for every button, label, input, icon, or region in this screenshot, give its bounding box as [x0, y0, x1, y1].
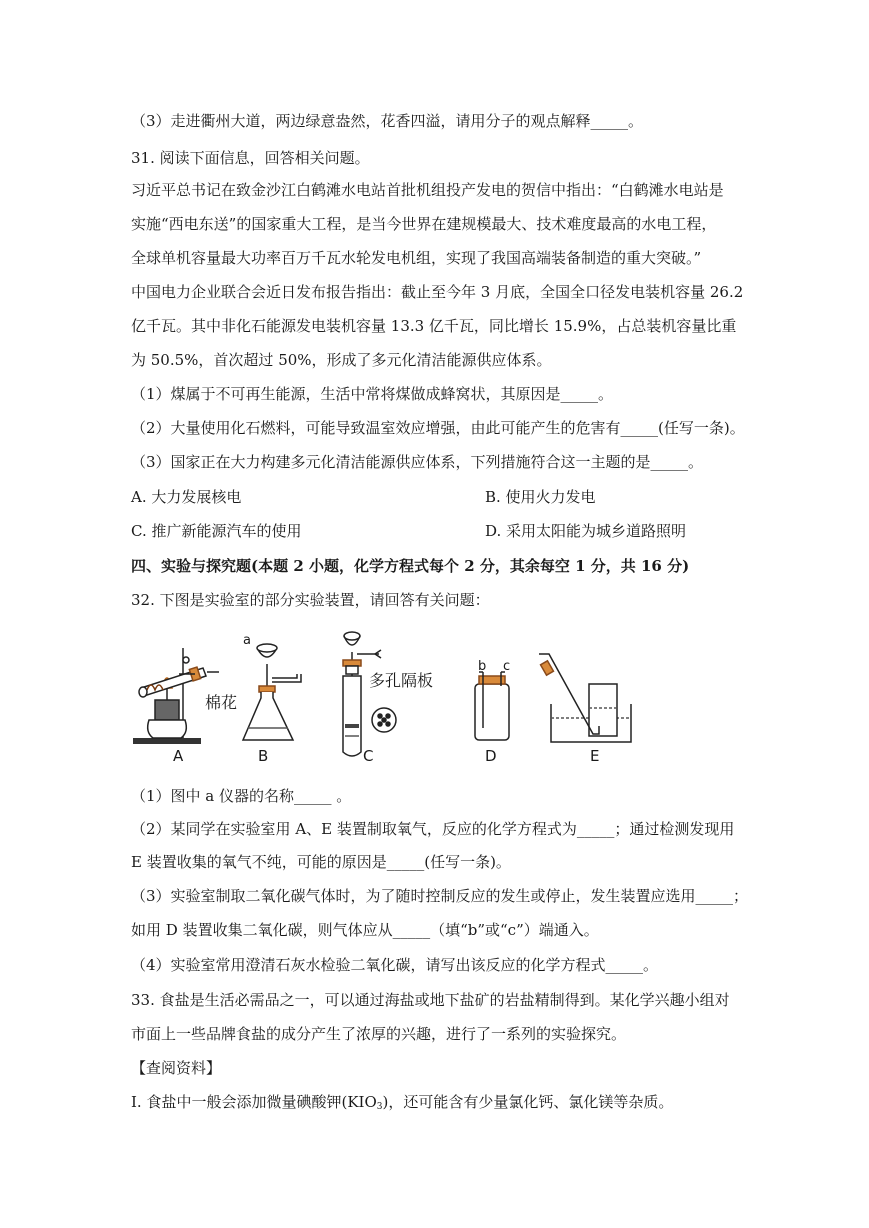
q31-para1-line2: 实施“西电东送”的国家重大工程，是当今世界在建规模最大、技术难度最高的水电工程， — [131, 215, 717, 233]
caption-c: C — [363, 747, 374, 765]
q32-part2-line2: E 装置收集的氧气不纯，可能的原因是_____(任写一条)。 — [131, 853, 511, 871]
q33-line1: 33. 食盐是生活必需品之一，可以通过海盐或地下盐矿的岩盐精制得到。某化学兴趣小组对 — [131, 991, 730, 1009]
q33-reference-1 — [131, 1092, 673, 1117]
q31-option-b: B. 使用火力发电 — [485, 488, 596, 506]
q32-part3-line2: 如用 D 装置收集二氧化碳，则气体应从_____（填“b”或“c”）端通入。 — [131, 921, 599, 939]
q31-para1-line1: 习近平总书记在致金沙江白鹤滩水电站首批机组投产发电的贺信中指出：“白鹤滩水电站是 — [131, 181, 724, 199]
q31-option-d: D. 采用太阳能为城乡道路照明 — [485, 522, 687, 540]
q31-option-c: C. 推广新能源汽车的使用 — [131, 522, 302, 540]
q31-part3: （3）国家正在大力构建多元化清洁能源供应体系，下列措施符合这一主题的是_____。 — [131, 453, 704, 471]
label-b: b — [478, 659, 487, 674]
caption-b: B — [258, 747, 269, 765]
q32-title: 32. 下图是实验室的部分实验装置，请回答有关问题： — [131, 591, 490, 609]
lab-apparatus-figure — [131, 628, 641, 768]
q31-part2: （2）大量使用化石燃料，可能导致温室效应增强，由此可能产生的危害有_____(任写一条)。 — [131, 419, 745, 437]
q33-reference-heading: 【查阅资料】 — [131, 1059, 222, 1077]
apparatus-e — [539, 654, 631, 742]
caption-a: A — [173, 747, 184, 765]
q31-para1-line3: 全球单机容量最大功率百万千瓦水轮发电机组，实现了我国高端装备制造的重大突破。” — [131, 249, 702, 267]
label-c: c — [503, 659, 511, 674]
section4-heading: 四、实验与探究题(本题 2 小题，化学方程式每个 2 分，其余每空 1 分，共 16 分) — [131, 557, 690, 575]
ref1-text-pre: Ⅰ. 食盐中一般会添加微量碘酸钾(KIO — [131, 1093, 377, 1111]
q31-para2-line2: 亿千瓦。其中非化石能源发电装机容量 13.3 亿千瓦，同比增长 15.9%，占总装机容量比重 — [131, 317, 737, 335]
label-a: a — [243, 633, 251, 648]
q32-part3-line1: （3）实验室制取二氧化碳气体时，为了随时控制反应的发生或停止，发生装置应选用_____； — [131, 887, 749, 905]
caption-d: D — [485, 747, 497, 765]
q31-para2-line1: 中国电力企业联合会近日发布报告指出：截止至今年 3 月底，全国全口径发电装机容量 26.2 — [131, 283, 744, 301]
label-porous-plate: 多孔隔板 — [369, 671, 434, 690]
q32-part2-line1: （2）某同学在实验室用 A、E 装置制取氧气，反应的化学方程式为_____；通过检测发现用 — [131, 820, 735, 838]
label-cotton: 棉花 — [205, 693, 238, 712]
q32-part1: （1）图中 a 仪器的名称_____ 。 — [131, 787, 352, 805]
q31-para2-line3: 为 50.5%，首次超过 50%，形成了多元化清洁能源供应体系。 — [131, 351, 552, 369]
caption-e: E — [590, 747, 600, 765]
q32-part4: （4）实验室常用澄清石灰水检验二氧化碳，请写出该反应的化学方程式_____。 — [131, 956, 659, 974]
q31-title: 31. 阅读下面信息，回答相关问题。 — [131, 149, 370, 167]
apparatus-c — [343, 632, 396, 756]
apparatus-d — [475, 672, 509, 740]
q31-option-a: A. 大力发展核电 — [131, 488, 242, 506]
ref1-text-post: )，还可能含有少量氯化钙、氯化镁等杂质。 — [382, 1093, 674, 1111]
apparatus-b — [243, 644, 301, 740]
q33-line2: 市面上一些品牌食盐的成分产生了浓厚的兴趣，进行了一系列的实验探究。 — [131, 1025, 627, 1043]
ref1-subscript: 3 — [376, 1102, 383, 1112]
q31-part1: （1）煤属于不可再生能源，生活中常将煤做成蜂窝状，其原因是_____。 — [131, 385, 614, 403]
q30-part3: （3）走进衢州大道，两边绿意盎然，花香四溢，请用分子的观点解释_____。 — [131, 112, 644, 130]
